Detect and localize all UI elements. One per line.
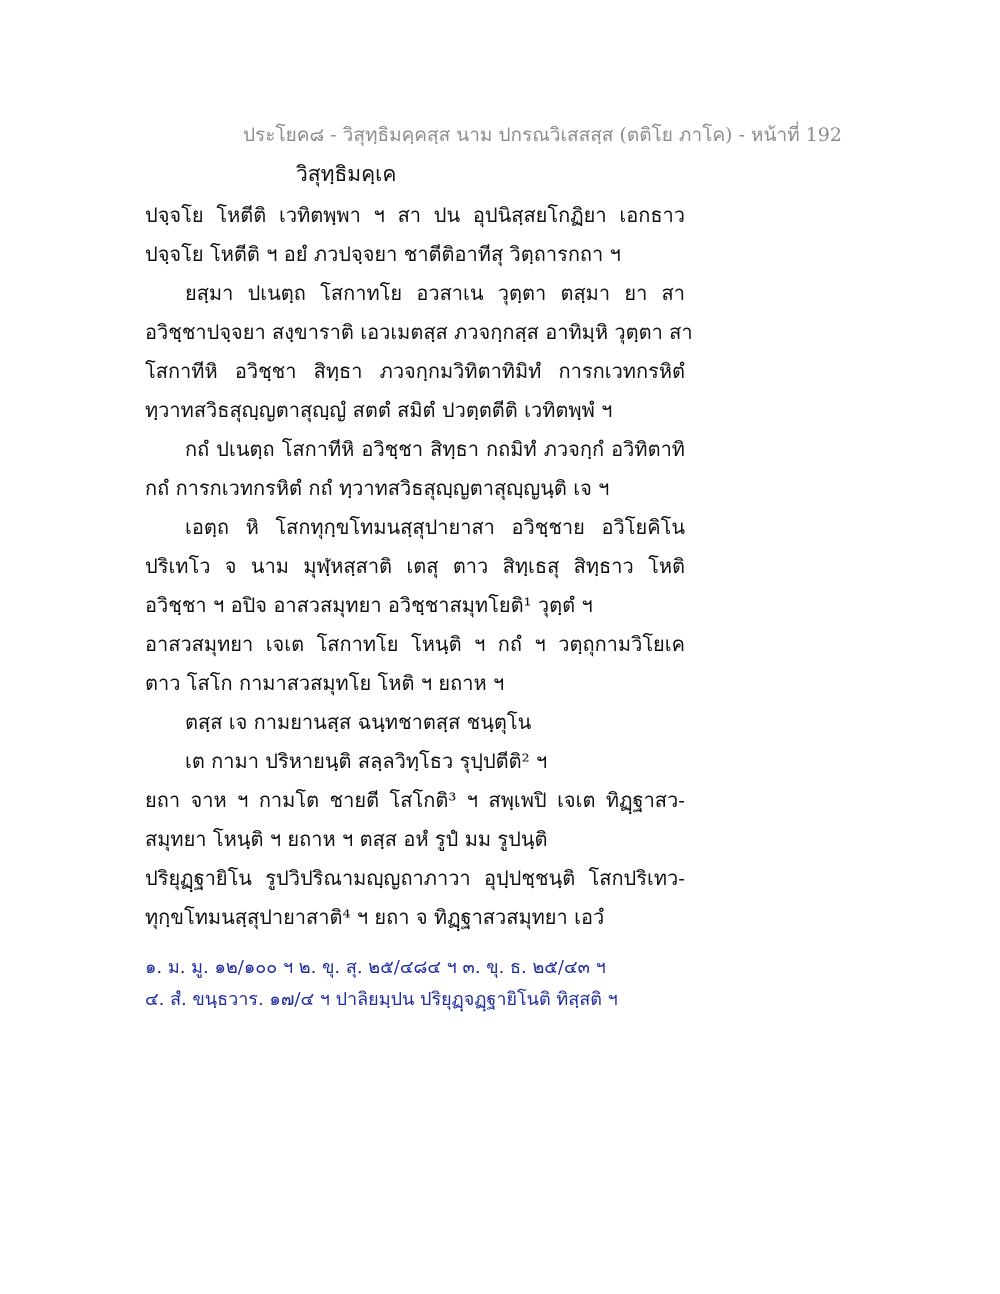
text-line: ปจฺจโย โหตีติ เวทิตพฺพา ฯ สา ปน อุปนิสฺสยโกฏิยา เอกธาว (145, 203, 685, 227)
text-line: กถํ การกเวทกรหิตํ กถํ ทฺวาทสวิธสุญฺญตาสุญฺญนฺติ เจ ฯ (145, 476, 610, 500)
body-text (145, 196, 693, 937)
footnote-line: ๑. ม. มู. ๑๒/๑๐๐ ฯ ๒. ขุ. สุ. ๒๕/๔๘๔ ฯ ๓. ขุ. ธ. ๒๕/๔๓ ฯ (145, 957, 606, 978)
section-title: วิสุทฺธิมคฺเค (296, 162, 397, 186)
verse-line: เต กามา ปริหายนฺติ สลฺลวิทฺโธว รุปฺปตีติ² ฯ (185, 749, 548, 773)
text-line: ยถา จาห ฯ กามโต ชายตี โสโกติ³ ฯ สพฺเพปิ เจเต ทิฏฺฐาสว- (145, 788, 685, 812)
text-line: สมุทยา โหนฺติ ฯ ยถาห ฯ ตสฺส อหํ รูปํ มม รูปนฺติ (145, 827, 548, 851)
text-line: อวิชฺชา ฯ อปิจ อาสวสมุทยา อวิชฺชาสมุทโยติ¹ วุตฺตํ ฯ (145, 593, 593, 617)
text-line: กถํ ปเนตฺถ โสกาทีหิ อวิชฺชา สิทฺธา กถมิทํ ภวจกฺกํ อวิทิตาทิ (185, 437, 685, 461)
text-line: ปริเทโว จ นาม มุฬฺหสฺสาติ เตสุ ตาว สิทฺเธสุ สิทฺธาว โหติ (145, 554, 685, 578)
text-line: ยสฺมา ปเนตฺถ โสกาทโย อวสาเน วุตฺตา ตสฺมา ยา สา (185, 281, 685, 305)
verse-line: ตสฺส เจ กามยานสฺส ฉนฺทชาตสฺส ชนฺตุโน (185, 710, 532, 734)
text-line: เอตฺถ หิ โสกทุกฺขโทมนสฺสุปายาสา อวิชฺชาย อวิโยคิโน (185, 515, 685, 539)
text-line: ตาว โสโก กามาสวสมุทโย โหติ ฯ ยถาห ฯ (145, 671, 505, 695)
footnote-line: ๔. สํ. ขนฺธวาร. ๑๗/๔ ฯ ปาลิยมฺปน ปริยุฏฺจฏฺฐายิโนติ ทิสฺสติ ฯ (145, 989, 618, 1010)
text-line: ปจฺจโย โหตีติ ฯ อยํ ภวปจฺจยา ชาตีติอาทีสุ วิตฺถารกถา ฯ (145, 242, 621, 266)
page-header: ประโยค๘ - วิสุทฺธิมคฺคสฺส นาม ปกรณวิเสสสฺส (ตติโย ภาโค) - หน้าที่ 192 (243, 124, 842, 146)
text-line: ทฺวาทสวิธสุญฺญตาสุญฺญํ สตตํ สมิตํ ปวตฺตตีติ เวทิตพฺพํ ฯ (145, 398, 613, 422)
text-line: ปริยุฏฺฐายิโน รูปวิปริณามญฺญถาภาวา อุปฺปชฺชนฺติ โสกปริเทว- (145, 866, 685, 890)
text-line: อวิชฺชาปจฺจยา สงฺขาราติ เอวเมตสฺส ภวจกฺกสฺส อาทิมฺหิ วุตฺตา สา (145, 320, 693, 344)
text-line: ทุกฺขโทมนสฺสุปายาสาติ⁴ ฯ ยถา จ ทิฏฺฐาสวสมุทยา เอวํ (145, 905, 605, 929)
footnotes (145, 952, 618, 1016)
text-line: โสกาทีหิ อวิชฺชา สิทฺธา ภวจกฺกมวิทิตาทิมิทํ การกเวทกรหิตํ (145, 359, 685, 383)
text-line: อาสวสมุทยา เจเต โสกาทโย โหนฺติ ฯ กถํ ฯ วตฺถุกามวิโยเค (145, 632, 685, 656)
